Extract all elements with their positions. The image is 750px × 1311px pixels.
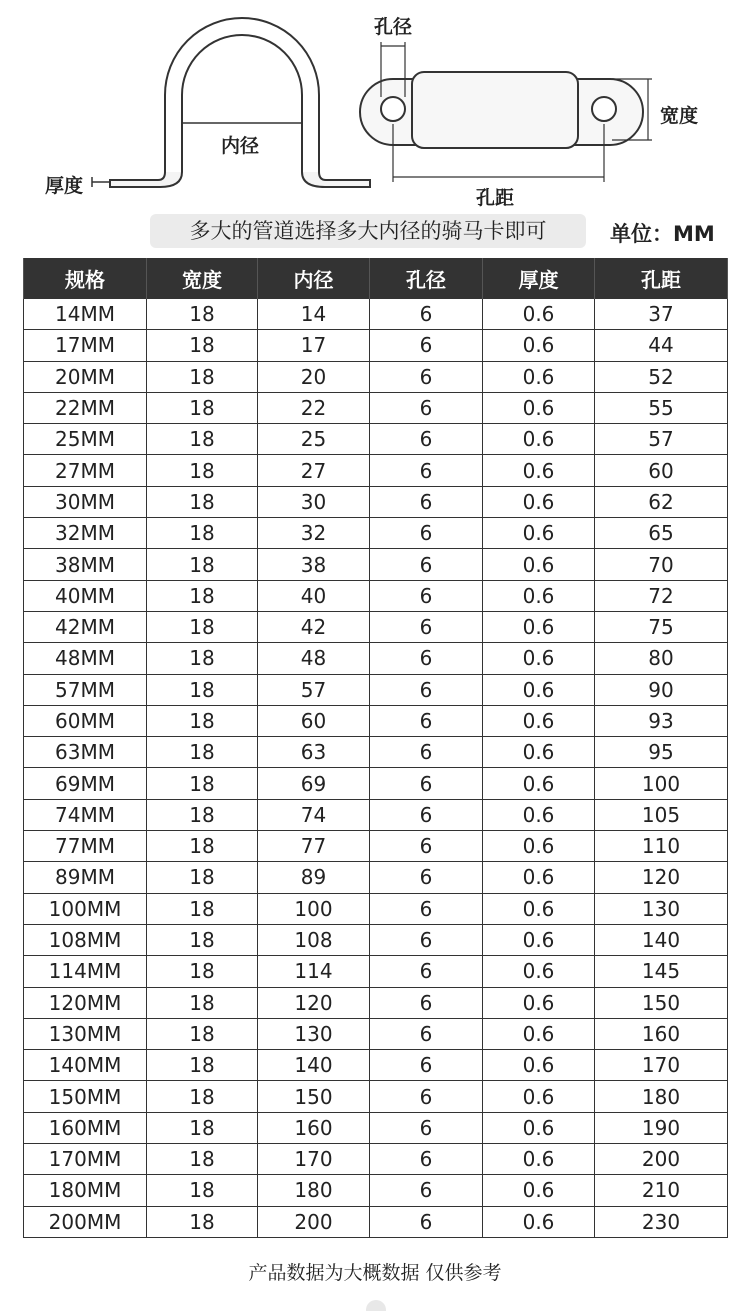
table-cell: 0.6: [483, 392, 595, 423]
table-cell: 6: [370, 643, 483, 674]
table-cell: 89: [258, 862, 370, 893]
table-row: [24, 392, 728, 423]
table-row: [24, 1206, 728, 1237]
table-cell: 0.6: [483, 1112, 595, 1143]
table-cell: 32MM: [24, 518, 147, 549]
table-row: [24, 862, 728, 893]
table-cell: 48: [258, 643, 370, 674]
table-cell: 230: [595, 1206, 728, 1237]
table-row: [24, 1081, 728, 1112]
table-cell: 0.6: [483, 1206, 595, 1237]
table-cell: 18: [147, 1112, 258, 1143]
table-row: [24, 674, 728, 705]
table-cell: 65: [595, 518, 728, 549]
table-row: [24, 1050, 728, 1081]
table-cell: 38MM: [24, 549, 147, 580]
table-cell: 27MM: [24, 455, 147, 486]
table-cell: 6: [370, 518, 483, 549]
table-cell: 90: [595, 674, 728, 705]
table-cell: 30MM: [24, 486, 147, 517]
table-cell: 40MM: [24, 580, 147, 611]
header-cell: 孔径: [370, 258, 483, 299]
table-cell: 72: [595, 580, 728, 611]
table-cell: 130MM: [24, 1018, 147, 1049]
table-cell: 0.6: [483, 486, 595, 517]
table-row: [24, 956, 728, 987]
table-body: [24, 299, 728, 1238]
table-cell: 14MM: [24, 299, 147, 330]
table-cell: 6: [370, 831, 483, 862]
table-row: [24, 799, 728, 830]
table-cell: 114: [258, 956, 370, 987]
table-header-row: [24, 258, 728, 299]
table-cell: 60: [258, 705, 370, 736]
table-cell: 18: [147, 392, 258, 423]
table-row: [24, 987, 728, 1018]
table-cell: 0.6: [483, 705, 595, 736]
table-cell: 48MM: [24, 643, 147, 674]
table-cell: 6: [370, 330, 483, 361]
table-cell: 18: [147, 299, 258, 330]
table-cell: 0.6: [483, 1175, 595, 1206]
table-cell: 30: [258, 486, 370, 517]
table-cell: 18: [147, 987, 258, 1018]
table-cell: 18: [147, 549, 258, 580]
table-cell: 18: [147, 1175, 258, 1206]
table-cell: 27: [258, 455, 370, 486]
table-row: [24, 455, 728, 486]
table-cell: 108: [258, 924, 370, 955]
unit-label: 单位：MM: [610, 222, 715, 246]
table-cell: 6: [370, 361, 483, 392]
table-cell: 120MM: [24, 987, 147, 1018]
table-cell: 6: [370, 799, 483, 830]
table-cell: 18: [147, 361, 258, 392]
table-row: [24, 831, 728, 862]
header-cell: 孔距: [595, 258, 728, 299]
table-cell: 0.6: [483, 987, 595, 1018]
table-cell: 0.6: [483, 643, 595, 674]
table-cell: 114MM: [24, 956, 147, 987]
table-cell: 190: [595, 1112, 728, 1143]
table-cell: 69MM: [24, 768, 147, 799]
table-row: [24, 1144, 728, 1175]
table-cell: 0.6: [483, 956, 595, 987]
table-cell: 6: [370, 611, 483, 642]
table-cell: 140: [595, 924, 728, 955]
table-cell: 210: [595, 1175, 728, 1206]
table-cell: 20MM: [24, 361, 147, 392]
table-cell: 6: [370, 1144, 483, 1175]
table-cell: 18: [147, 924, 258, 955]
table-cell: 18: [147, 1050, 258, 1081]
table-cell: 6: [370, 768, 483, 799]
table-cell: 18: [147, 611, 258, 642]
table-cell: 74: [258, 799, 370, 830]
page-indicator: [366, 1300, 386, 1311]
table-cell: 6: [370, 424, 483, 455]
table-row: [24, 768, 728, 799]
table-cell: 63: [258, 737, 370, 768]
table-cell: 0.6: [483, 1081, 595, 1112]
table-cell: 6: [370, 392, 483, 423]
table-cell: 18: [147, 862, 258, 893]
table-row: [24, 893, 728, 924]
table-cell: 180: [258, 1175, 370, 1206]
table-cell: 14: [258, 299, 370, 330]
table-cell: 0.6: [483, 455, 595, 486]
table-cell: 0.6: [483, 549, 595, 580]
table-cell: 42: [258, 611, 370, 642]
table-cell: 18: [147, 1018, 258, 1049]
table-cell: 18: [147, 580, 258, 611]
table-row: [24, 549, 728, 580]
table-cell: 55: [595, 392, 728, 423]
table-cell: 180: [595, 1081, 728, 1112]
table-cell: 6: [370, 956, 483, 987]
table-cell: 77: [258, 831, 370, 862]
table-cell: 22MM: [24, 392, 147, 423]
table-cell: 150: [258, 1081, 370, 1112]
table-cell: 63MM: [24, 737, 147, 768]
table-cell: 95: [595, 737, 728, 768]
table-cell: 18: [147, 486, 258, 517]
table-cell: 0.6: [483, 893, 595, 924]
table-cell: 100: [258, 893, 370, 924]
table-cell: 110: [595, 831, 728, 862]
table-row: [24, 611, 728, 642]
table-row: [24, 486, 728, 517]
table-cell: 6: [370, 705, 483, 736]
table-cell: 120: [258, 987, 370, 1018]
table-cell: 70: [595, 549, 728, 580]
table-row: [24, 924, 728, 955]
table-cell: 18: [147, 1206, 258, 1237]
table-cell: 18: [147, 1081, 258, 1112]
table-cell: 0.6: [483, 737, 595, 768]
table-cell: 150: [595, 987, 728, 1018]
table-cell: 0.6: [483, 1050, 595, 1081]
header-cell: 宽度: [147, 258, 258, 299]
table-cell: 0.6: [483, 611, 595, 642]
table-cell: 57: [595, 424, 728, 455]
table-cell: 6: [370, 1018, 483, 1049]
table-cell: 6: [370, 862, 483, 893]
table-cell: 40: [258, 580, 370, 611]
table-cell: 6: [370, 455, 483, 486]
table-row: [24, 705, 728, 736]
table-cell: 0.6: [483, 768, 595, 799]
table-cell: 60: [595, 455, 728, 486]
table-row: [24, 1112, 728, 1143]
table-cell: 69: [258, 768, 370, 799]
table-cell: 145: [595, 956, 728, 987]
table-cell: 20: [258, 361, 370, 392]
table-cell: 200MM: [24, 1206, 147, 1237]
header-cell: 厚度: [483, 258, 595, 299]
table-cell: 180MM: [24, 1175, 147, 1206]
table-cell: 150MM: [24, 1081, 147, 1112]
table-cell: 57: [258, 674, 370, 705]
table-cell: 200: [258, 1206, 370, 1237]
table-cell: 25: [258, 424, 370, 455]
table-cell: 0.6: [483, 518, 595, 549]
table-cell: 160: [595, 1018, 728, 1049]
table-cell: 130: [595, 893, 728, 924]
table-cell: 140: [258, 1050, 370, 1081]
table-cell: 6: [370, 486, 483, 517]
table-cell: 17MM: [24, 330, 147, 361]
table-cell: 17: [258, 330, 370, 361]
header-cell: 内径: [258, 258, 370, 299]
table-row: [24, 580, 728, 611]
table-cell: 0.6: [483, 424, 595, 455]
table-cell: 0.6: [483, 361, 595, 392]
table-cell: 100: [595, 768, 728, 799]
thickness-label: 厚度: [45, 175, 84, 197]
table-row: [24, 737, 728, 768]
table-cell: 18: [147, 831, 258, 862]
table-cell: 18: [147, 455, 258, 486]
table-cell: 0.6: [483, 831, 595, 862]
table-cell: 18: [147, 768, 258, 799]
table-cell: 0.6: [483, 299, 595, 330]
table-cell: 57MM: [24, 674, 147, 705]
table-cell: 62: [595, 486, 728, 517]
table-cell: 75: [595, 611, 728, 642]
table-cell: 0.6: [483, 924, 595, 955]
table-cell: 0.6: [483, 1144, 595, 1175]
table-cell: 6: [370, 1206, 483, 1237]
table-cell: 22: [258, 392, 370, 423]
table-cell: 6: [370, 737, 483, 768]
table-cell: 18: [147, 643, 258, 674]
footer-disclaimer: 产品数据为大概数据 仅供参考: [248, 1262, 502, 1284]
table-cell: 0.6: [483, 1018, 595, 1049]
table-cell: 38: [258, 549, 370, 580]
table-row: [24, 330, 728, 361]
table-cell: 18: [147, 518, 258, 549]
table-cell: 18: [147, 799, 258, 830]
spec-table: [23, 258, 728, 1238]
table-cell: 0.6: [483, 580, 595, 611]
table-cell: 6: [370, 580, 483, 611]
table-cell: 18: [147, 737, 258, 768]
table-cell: 6: [370, 1112, 483, 1143]
table-cell: 160MM: [24, 1112, 147, 1143]
inner-diameter-label: 内径: [221, 135, 260, 157]
table-cell: 160: [258, 1112, 370, 1143]
table-cell: 89MM: [24, 862, 147, 893]
hole-distance-label: 孔距: [476, 187, 515, 209]
table-cell: 80: [595, 643, 728, 674]
table-cell: 0.6: [483, 330, 595, 361]
table-cell: 18: [147, 424, 258, 455]
table-cell: 18: [147, 956, 258, 987]
table-cell: 170: [595, 1050, 728, 1081]
table-cell: 18: [147, 674, 258, 705]
table-cell: 42MM: [24, 611, 147, 642]
table-cell: 6: [370, 893, 483, 924]
table-cell: 93: [595, 705, 728, 736]
width-label: 宽度: [660, 105, 699, 127]
table-cell: 77MM: [24, 831, 147, 862]
table-cell: 100MM: [24, 893, 147, 924]
table-cell: 6: [370, 1175, 483, 1206]
table-cell: 18: [147, 705, 258, 736]
table-cell: 0.6: [483, 799, 595, 830]
table-cell: 18: [147, 1144, 258, 1175]
table-cell: 170: [258, 1144, 370, 1175]
table-cell: 0.6: [483, 674, 595, 705]
table-cell: 74MM: [24, 799, 147, 830]
table-cell: 130: [258, 1018, 370, 1049]
table-cell: 200: [595, 1144, 728, 1175]
table-cell: 44: [595, 330, 728, 361]
table-row: [24, 424, 728, 455]
table-cell: 6: [370, 549, 483, 580]
table-cell: 25MM: [24, 424, 147, 455]
table-cell: 108MM: [24, 924, 147, 955]
table-cell: 6: [370, 1050, 483, 1081]
table-cell: 6: [370, 674, 483, 705]
table-cell: 140MM: [24, 1050, 147, 1081]
table-cell: 105: [595, 799, 728, 830]
table-cell: 6: [370, 987, 483, 1018]
header-cell: 规格: [24, 258, 147, 299]
table-cell: 6: [370, 924, 483, 955]
table-cell: 32: [258, 518, 370, 549]
table-cell: 6: [370, 299, 483, 330]
table-cell: 52: [595, 361, 728, 392]
table-cell: 18: [147, 893, 258, 924]
table-cell: 170MM: [24, 1144, 147, 1175]
table-row: [24, 518, 728, 549]
selection-note: 多大的管道选择多大内径的骑马卡即可: [150, 214, 586, 248]
hole-diameter-label: 孔径: [374, 16, 413, 38]
table-row: [24, 1175, 728, 1206]
table-row: [24, 299, 728, 330]
table-cell: 60MM: [24, 705, 147, 736]
table-cell: 120: [595, 862, 728, 893]
table-row: [24, 643, 728, 674]
table-cell: 37: [595, 299, 728, 330]
table-row: [24, 361, 728, 392]
table-cell: 0.6: [483, 862, 595, 893]
table-row: [24, 1018, 728, 1049]
table-cell: 6: [370, 1081, 483, 1112]
table-cell: 18: [147, 330, 258, 361]
